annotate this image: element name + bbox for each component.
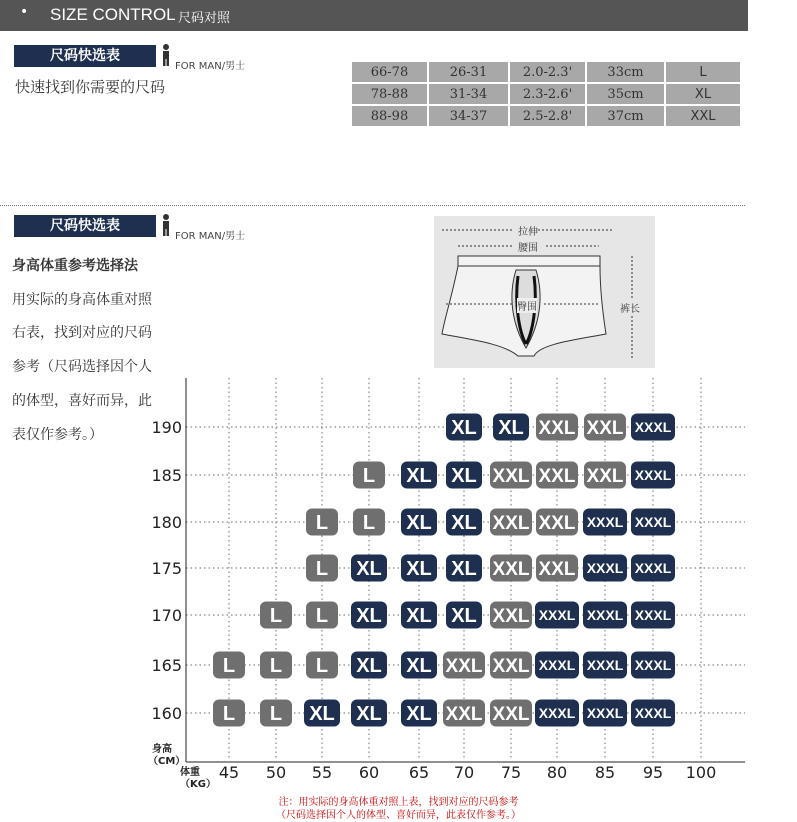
header-bar: [0, 0, 748, 31]
size-badge-label: XXXL: [634, 607, 672, 624]
size-badge: [353, 462, 385, 489]
x-tick-label: 100: [685, 763, 717, 782]
size-badge-label: XXXL: [586, 560, 624, 577]
table-cell: XL: [666, 84, 740, 104]
size-badge: [446, 462, 482, 489]
size-badge-label: XXXL: [586, 514, 624, 531]
size-badge: [401, 602, 437, 629]
size-badge-label: L: [222, 703, 236, 726]
size-badge: [583, 652, 627, 679]
method-line: 参考（尺码选择因个人: [12, 359, 152, 375]
size-badge: [446, 509, 482, 536]
size-badge-label: L: [362, 512, 376, 535]
size-badge-label: XXXL: [634, 657, 672, 674]
size-badge: [306, 509, 338, 536]
size-badge: [351, 652, 387, 679]
size-badge: [536, 555, 578, 582]
size-badge: [490, 462, 532, 489]
size-badge: [443, 652, 485, 679]
table-cell: L: [666, 62, 740, 82]
size-badge-label: XL: [356, 703, 382, 726]
size-badge: [490, 652, 532, 679]
y-tick-label: 175: [151, 559, 182, 578]
table-row: [352, 84, 740, 104]
y-axis-title: 身高 （CM）: [148, 744, 186, 767]
chart-cells: [213, 414, 675, 727]
size-badge: [535, 652, 579, 679]
size-badge-label: XL: [406, 512, 432, 535]
method-line: 右表，找到对应的尺码: [12, 325, 152, 341]
for-man-label-2: FOR MAN/男士: [175, 231, 246, 242]
size-badge: [583, 509, 627, 536]
x-tick-label: 70: [453, 763, 475, 782]
size-badge-label: XXL: [492, 703, 530, 725]
section-divider: [0, 205, 745, 206]
size-badge: [490, 509, 532, 536]
size-badge-label: XL: [356, 558, 382, 581]
size-badge: [446, 602, 482, 629]
table-cell: 88-98: [352, 106, 427, 126]
size-badge-label: L: [222, 655, 236, 678]
size-badge: [631, 602, 675, 629]
table-cell: 2.3-2.6': [510, 84, 585, 104]
size-badge: [583, 700, 627, 727]
size-badge: [351, 700, 387, 727]
header-title-cn: 尺码对照: [178, 11, 231, 26]
table-cell: 26-31: [429, 62, 508, 82]
size-badge-label: XXL: [586, 417, 624, 439]
size-badge-label: XXXL: [586, 607, 624, 624]
size-badge: [493, 414, 529, 441]
y-tick-label: 160: [151, 704, 182, 723]
size-badge-label: XL: [406, 655, 432, 678]
method-line: 用实际的身高体重对照: [12, 292, 152, 308]
x-tick-label: 85: [594, 763, 616, 782]
x-tick-label: 45: [218, 763, 240, 782]
x-tick-label: 95: [642, 763, 664, 782]
size-badge-label: XL: [406, 465, 432, 488]
measurement-diagram: [434, 216, 655, 368]
size-badge-label: XL: [451, 512, 477, 535]
size-badge: [490, 555, 532, 582]
x-tick-label: 60: [358, 763, 380, 782]
y-tick-label: 170: [151, 606, 182, 625]
size-badge: [584, 414, 626, 441]
size-badge-label: XL: [498, 417, 524, 440]
quick-size-subtitle: 快速找到你需要的尺码: [15, 78, 166, 96]
size-badge: [213, 652, 245, 679]
footnote-line: 注：用实际的身高体重对照上表，找到对应的尺码参考: [278, 797, 519, 808]
header-title: SIZE CONTROL: [50, 5, 176, 24]
size-badge-label: XL: [451, 605, 477, 628]
size-badge: [631, 414, 675, 441]
size-badge-label: L: [315, 512, 329, 535]
length-label: 裤长: [620, 300, 640, 315]
man-icon: [160, 214, 172, 236]
method-heading: 身高体重参考选择法: [12, 258, 138, 274]
table-cell: 37cm: [587, 106, 664, 126]
size-badge-label: L: [269, 655, 283, 678]
size-badge-label: XXL: [492, 655, 530, 677]
size-badge: [401, 700, 437, 727]
size-badge-label: XXXL: [538, 705, 576, 722]
size-badge: [401, 652, 437, 679]
hip-label: 臀围: [517, 298, 537, 313]
size-badge-label: XXL: [445, 703, 483, 725]
table-cell: 66-78: [352, 62, 427, 82]
size-badge-label: XXL: [538, 465, 576, 487]
x-axis-title: 体重 （KG）: [180, 767, 216, 790]
quick-size-tag-2: 尺码快选表: [14, 215, 156, 237]
size-badge: [536, 414, 578, 441]
size-badge-label: L: [315, 655, 329, 678]
waist-label: 腰围: [518, 243, 538, 254]
size-badge: [535, 700, 579, 727]
size-badge-label: XL: [406, 703, 432, 726]
size-badge-label: XXL: [492, 558, 530, 580]
size-badge: [401, 555, 437, 582]
size-badge: [584, 462, 626, 489]
size-badge-label: XL: [451, 465, 477, 488]
size-badge-label: XXXL: [634, 467, 672, 484]
size-badge: [631, 509, 675, 536]
size-badge: [490, 700, 532, 727]
size-badge-label: XL: [451, 558, 477, 581]
table-cell: 34-37: [429, 106, 508, 126]
size-badge: [213, 700, 245, 727]
size-badge-label: XXL: [445, 655, 483, 677]
header-bullet: •: [20, 4, 29, 20]
size-badge: [260, 652, 292, 679]
size-badge: [631, 555, 675, 582]
size-badge: [260, 602, 292, 629]
size-badge: [353, 509, 385, 536]
size-badge: [536, 462, 578, 489]
table-cell: 33cm: [587, 62, 664, 82]
size-badge: [446, 414, 482, 441]
y-tick-label: 180: [151, 513, 182, 532]
size-badge: [631, 700, 675, 727]
size-badge: [490, 602, 532, 629]
size-badge: [583, 555, 627, 582]
size-badge: [306, 555, 338, 582]
size-badge-label: XXL: [538, 558, 576, 580]
table-cell: 2.0-2.3': [510, 62, 585, 82]
y-tick-label: 185: [151, 466, 182, 485]
y-tick-label: 190: [151, 418, 182, 437]
x-tick-label: 75: [500, 763, 522, 782]
size-badge-label: XXXL: [586, 657, 624, 674]
size-badge-label: XXL: [492, 512, 530, 534]
table-cell: 31-34: [429, 84, 508, 104]
size-badge-label: XXXL: [586, 705, 624, 722]
x-tick-label: 55: [311, 763, 333, 782]
size-badge-label: XXL: [538, 417, 576, 439]
method-line: 的体型，喜好而异，此: [12, 393, 152, 409]
size-badge: [536, 509, 578, 536]
table-row: [352, 62, 740, 82]
size-table: [350, 60, 742, 128]
size-badge: [260, 700, 292, 727]
size-badge-label: XXXL: [634, 419, 672, 436]
size-badge: [304, 700, 340, 727]
size-badge-label: L: [269, 703, 283, 726]
size-badge: [351, 602, 387, 629]
size-badge: [443, 700, 485, 727]
size-badge-label: XL: [406, 558, 432, 581]
size-badge: [401, 509, 437, 536]
method-line: 表仅作参考。）: [12, 427, 103, 443]
size-badge-label: XXXL: [634, 514, 672, 531]
size-badge-label: XXL: [586, 465, 624, 487]
stretch-label: 拉伸: [518, 227, 538, 238]
size-badge: [631, 462, 675, 489]
x-tick-label: 50: [265, 763, 287, 782]
briefs-illustration: [434, 216, 655, 368]
table-cell: 2.5-2.8': [510, 106, 585, 126]
size-badge-label: L: [269, 605, 283, 628]
size-badge-label: XL: [451, 417, 477, 440]
size-badge-label: XL: [356, 605, 382, 628]
table-cell: XXL: [666, 106, 740, 126]
size-badge: [351, 555, 387, 582]
size-badge-label: XL: [406, 605, 432, 628]
size-badge: [306, 602, 338, 629]
quick-size-tag: 尺码快选表: [14, 45, 156, 67]
table-row: [352, 106, 740, 126]
size-badge-label: L: [315, 605, 329, 628]
size-badge: [446, 555, 482, 582]
size-badge: [583, 602, 627, 629]
x-tick-label: 80: [546, 763, 568, 782]
size-badge-label: XXL: [538, 512, 576, 534]
size-chart: [0, 370, 797, 822]
size-badge-label: XXXL: [538, 657, 576, 674]
man-icon: [160, 44, 172, 66]
size-badge-label: XXXL: [634, 560, 672, 577]
y-tick-label: 165: [151, 656, 182, 675]
table-cell: 78-88: [352, 84, 427, 104]
size-badge-label: XL: [356, 655, 382, 678]
size-badge: [631, 652, 675, 679]
size-badge-label: XL: [309, 703, 335, 726]
footnote-line: （尺码选择因个人的体型、喜好而异，此表仅作参考。）: [276, 810, 521, 821]
size-badge-label: XXL: [492, 465, 530, 487]
size-badge-label: XXXL: [634, 705, 672, 722]
size-badge: [535, 602, 579, 629]
size-badge: [401, 462, 437, 489]
size-badge: [306, 652, 338, 679]
table-cell: 35cm: [587, 84, 664, 104]
size-badge-label: XXXL: [538, 607, 576, 624]
x-tick-label: 65: [408, 763, 430, 782]
size-badge-label: L: [362, 465, 376, 488]
for-man-label: FOR MAN/男士: [175, 61, 246, 72]
size-badge-label: XXL: [492, 605, 530, 627]
size-badge-label: L: [315, 558, 329, 581]
